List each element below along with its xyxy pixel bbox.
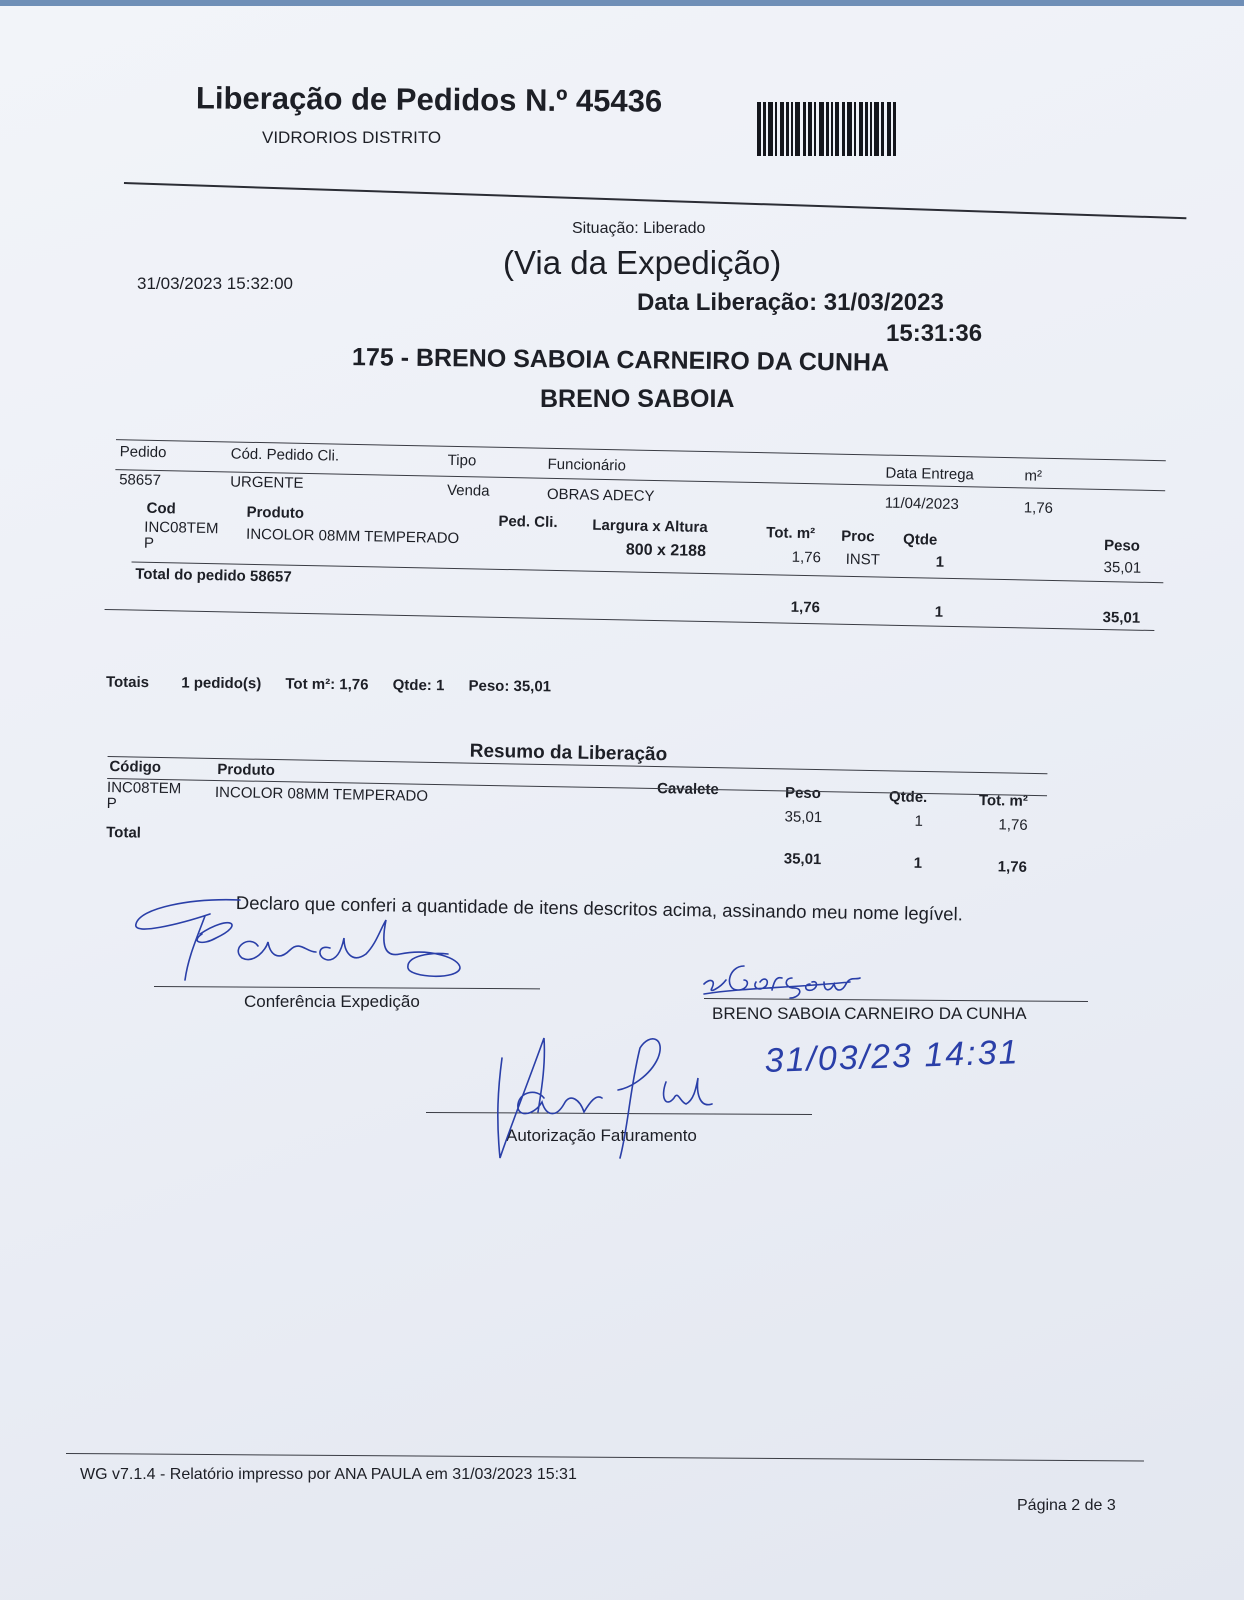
totais-pedidos: 1 pedido(s) xyxy=(181,674,262,693)
resumo-col-codigo: Código xyxy=(109,758,162,776)
header-divider xyxy=(124,182,1186,219)
label-funcionario: Funcionário xyxy=(547,455,627,475)
item-cod: INC08TEM xyxy=(144,518,219,538)
item-produto: INCOLOR 08MM TEMPERADO xyxy=(245,525,460,548)
resumo-codigo-cont: P xyxy=(106,794,117,813)
col-largura-altura: Largura x Altura xyxy=(592,516,708,537)
col-qtde: Qtde xyxy=(902,530,938,549)
label-pedido: Pedido xyxy=(119,443,167,462)
resumo-col-peso: Peso xyxy=(784,784,822,803)
client-short-name: BRENO SABOIA xyxy=(540,385,735,413)
totais-qtde: Qtde: 1 xyxy=(392,676,445,695)
resumo-col-qtde: Qtde. xyxy=(888,788,928,807)
document-title: Liberação de Pedidos N.º 45436 xyxy=(195,80,663,119)
resumo-total-label: Total xyxy=(106,823,142,842)
situacao: Situação: Liberado xyxy=(572,220,706,237)
conferencia-label: Conferência Expedição xyxy=(244,992,420,1011)
handwritten-date: 31/03/23 14:31 xyxy=(764,1033,1021,1080)
resumo-total-peso: 35,01 xyxy=(783,850,822,869)
resumo-produto: INCOLOR 08MM TEMPERADO xyxy=(214,783,429,805)
footer-rule xyxy=(66,1453,1144,1462)
totais-m2: Tot m²: 1,76 xyxy=(285,675,369,694)
printed-datetime: 31/03/2023 15:32:00 xyxy=(137,274,293,293)
resumo-title: Resumo da Liberação xyxy=(469,740,668,766)
value-data-entrega: 11/04/2023 xyxy=(884,494,959,514)
resumo-col-cavalete: Cavalete xyxy=(656,780,719,799)
resumo-total-tot-m2: 1,76 xyxy=(997,858,1028,876)
client-signature-label: BRENO SABOIA CARNEIRO DA CUNHA xyxy=(712,1004,1027,1023)
company-name: VIDRORIOS DISTRITO xyxy=(262,128,442,147)
value-tipo: Venda xyxy=(446,481,490,500)
resumo-peso: 35,01 xyxy=(784,808,823,827)
conferencia-line xyxy=(154,986,540,989)
label-m2: m² xyxy=(1024,467,1043,485)
item-tot-m2: 1,76 xyxy=(791,548,822,567)
totais-label: Totais xyxy=(105,673,150,692)
resumo-col-tot-m2: Tot. m² xyxy=(978,791,1028,810)
declaration-text: Declaro que conferi a quantidade de itens descritos acima, assinando meu nome legível. xyxy=(235,892,963,925)
order-total-rule xyxy=(105,609,1155,631)
resumo-tot-m2: 1,76 xyxy=(998,816,1028,834)
totais-row xyxy=(106,674,551,696)
resumo-table xyxy=(105,734,1058,911)
item-proc: INST xyxy=(845,550,881,569)
item-cod-cont: P xyxy=(143,534,155,552)
value-m2: 1,76 xyxy=(1023,499,1054,517)
signature-conferencia-drawing xyxy=(130,894,490,984)
col-tot-m2: Tot. m² xyxy=(766,524,816,543)
order-total-label: Total do pedido 58657 xyxy=(135,565,292,586)
value-cod-pedido-cli: URGENTE xyxy=(229,473,304,492)
value-funcionario: OBRAS ADECY xyxy=(546,485,655,505)
signature-autorizacao-drawing xyxy=(490,1028,740,1168)
col-ped-cli: Ped. Cli. xyxy=(498,512,558,532)
value-pedido: 58657 xyxy=(119,471,162,490)
col-proc: Proc xyxy=(841,527,875,546)
col-peso: Peso xyxy=(1103,537,1141,555)
autorizacao-label: Autorização Faturamento xyxy=(506,1126,697,1145)
totais-peso: Peso: 35,01 xyxy=(468,677,552,696)
resumo-col-produto: Produto xyxy=(217,761,276,780)
document-page xyxy=(0,6,1244,1600)
footer-page-number: Página 2 de 3 xyxy=(1017,1497,1116,1514)
resumo-codigo: INC08TEM xyxy=(106,778,182,798)
label-cod-pedido-cli: Cód. Pedido Cli. xyxy=(230,445,340,465)
client-name: 175 - BRENO SABOIA CARNEIRO DA CUNHA xyxy=(351,343,890,377)
label-tipo: Tipo xyxy=(447,451,477,470)
via-expedicao: (Via da Expedição) xyxy=(503,244,782,281)
item-peso: 35,01 xyxy=(1103,559,1142,577)
col-cod: Cod xyxy=(146,499,176,518)
order-table xyxy=(104,439,1178,660)
label-data-entrega: Data Entrega xyxy=(885,464,975,484)
data-liberacao-time: 15:31:36 xyxy=(886,320,983,347)
item-qtde: 1 xyxy=(935,553,945,571)
resumo-total-qtde: 1 xyxy=(913,854,923,872)
data-liberacao: Data Liberação: 31/03/2023 xyxy=(637,289,944,316)
col-produto: Produto xyxy=(246,503,305,522)
order-total-peso: 35,01 xyxy=(1102,608,1141,627)
table-row xyxy=(107,780,182,813)
table-row xyxy=(144,520,219,553)
item-dimensoes: 800 x 2188 xyxy=(625,541,707,561)
order-total-m2: 1,76 xyxy=(790,598,821,617)
barcode xyxy=(757,102,947,156)
footer-printed-by: WG v7.1.4 - Relatório impresso por ANA PAULA em 31/03/2023 15:31 xyxy=(80,1466,577,1483)
order-total-qtde: 1 xyxy=(934,603,944,621)
signature-client-drawing xyxy=(700,954,890,1004)
resumo-qtde: 1 xyxy=(914,812,924,830)
